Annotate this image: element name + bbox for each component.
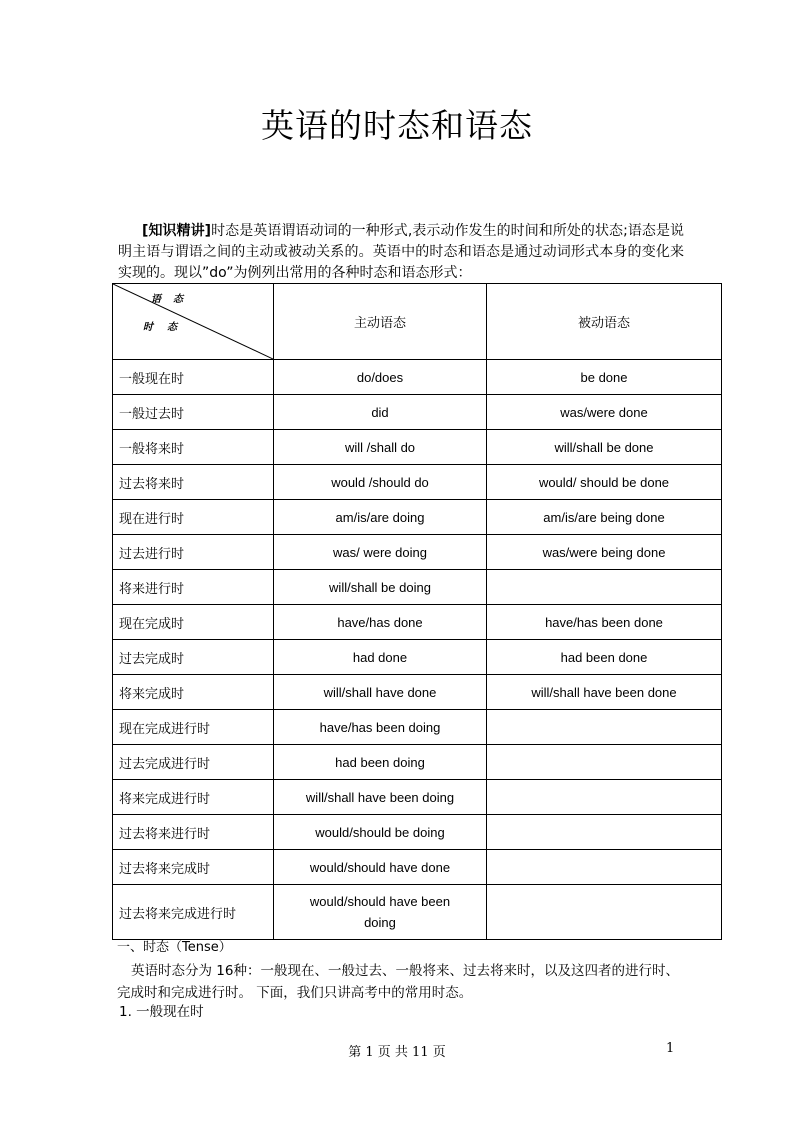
tense-voice-table [112, 283, 722, 940]
page-footer: 第 1 页 共 11 页 [348, 1045, 446, 1060]
tense-name: 过去进行时 [113, 535, 274, 570]
active-form: will/shall be doing [274, 570, 487, 605]
tense-name: 将来完成时 [113, 675, 274, 710]
active-form: have/has done [274, 605, 487, 640]
corner-tense-label: 时态 [143, 322, 191, 333]
passive-form: would/ should be done [487, 465, 722, 500]
active-form: have/has been doing [274, 710, 487, 745]
passive-form: will/shall have been done [487, 675, 722, 710]
tense-name: 过去将来时 [113, 465, 274, 500]
table-row [113, 430, 722, 465]
table-row [113, 850, 722, 885]
tense-name: 将来完成进行时 [113, 780, 274, 815]
active-form: was/ were doing [274, 535, 487, 570]
header-passive-voice: 被动语态 [487, 284, 722, 360]
tense-name: 现在完成进行时 [113, 710, 274, 745]
active-form: would/should be doing [274, 815, 487, 850]
tense-name: 现在进行时 [113, 500, 274, 535]
tense-name: 一般现在时 [113, 360, 274, 395]
active-form: will/shall have been doing [274, 780, 487, 815]
active-form: do/does [274, 360, 487, 395]
table-header-row [113, 284, 722, 360]
active-form: will/shall have done [274, 675, 487, 710]
table-row [113, 605, 722, 640]
active-form: had been doing [274, 745, 487, 780]
passive-form: have/has been done [487, 605, 722, 640]
section-body-text: 英语时态分为 16种：一般现在、一般过去、一般将来、过去将来时，以及这四者的进行时、完成时和完成进行时。 下面，我们只讲高考中的常用时态。 [117, 963, 679, 1001]
header-active-voice: 主动语态 [274, 284, 487, 360]
active-form-line2: doing [364, 915, 396, 930]
passive-form [487, 885, 722, 940]
passive-form: am/is/are being done [487, 500, 722, 535]
table-row [113, 465, 722, 500]
table-row [113, 500, 722, 535]
passive-form [487, 850, 722, 885]
page-number: 1 [666, 1041, 675, 1056]
table-row [113, 360, 722, 395]
tense-name: 过去将来进行时 [113, 815, 274, 850]
intro-paragraph [118, 221, 684, 284]
passive-form: was/were being done [487, 535, 722, 570]
active-form: did [274, 395, 487, 430]
section-heading: 一、时态（Tense） [117, 940, 232, 955]
passive-form: had been done [487, 640, 722, 675]
section-body [117, 960, 683, 1004]
table-row [113, 640, 722, 675]
passive-form [487, 780, 722, 815]
table-row [113, 710, 722, 745]
table-row [113, 815, 722, 850]
passive-form [487, 710, 722, 745]
table-row [113, 535, 722, 570]
active-form: had done [274, 640, 487, 675]
active-form-line1: would/should have been [309, 894, 451, 909]
active-form-wrap [310, 891, 450, 933]
active-form: would /should do [274, 465, 487, 500]
tense-name: 一般过去时 [113, 395, 274, 430]
page-title: 英语的时态和语态 [261, 106, 533, 145]
table-row [113, 675, 722, 710]
passive-form [487, 815, 722, 850]
active-form: am/is/are doing [274, 500, 487, 535]
active-form: would/should have done [274, 850, 487, 885]
active-form: will /shall do [274, 430, 487, 465]
corner-voice-label: 语态 [151, 294, 195, 305]
passive-form: will/shall be done [487, 430, 722, 465]
table-row [113, 395, 722, 430]
tense-name: 过去将来完成时 [113, 850, 274, 885]
tense-name: 过去完成进行时 [113, 745, 274, 780]
passive-form [487, 570, 722, 605]
tense-name: 过去将来完成进行时 [113, 885, 274, 940]
table-row [113, 885, 722, 940]
tense-name: 一般将来时 [113, 430, 274, 465]
tense-name: 将来进行时 [113, 570, 274, 605]
passive-form: be done [487, 360, 722, 395]
tense-name: 现在完成时 [113, 605, 274, 640]
tense-name: 过去完成时 [113, 640, 274, 675]
subsection-heading: 1. 一般现在时 [119, 1004, 204, 1020]
table-row [113, 570, 722, 605]
intro-text: 时态是英语谓语动词的一种形式,表示动作发生的时间和所处的状态;语态是说明主语与谓语之间的主动或被动关系的。英语中的时态和语态是通过动词形式本身的变化来实现的。现以”do”为例列出常用的各种时态和语态形式： [118, 223, 685, 281]
table-row [113, 780, 722, 815]
passive-form [487, 745, 722, 780]
active-form [274, 885, 487, 940]
passive-form: was/were done [487, 395, 722, 430]
intro-tag: [知识精讲] [142, 223, 212, 239]
table-row [113, 745, 722, 780]
diagonal-header-cell [113, 284, 274, 360]
